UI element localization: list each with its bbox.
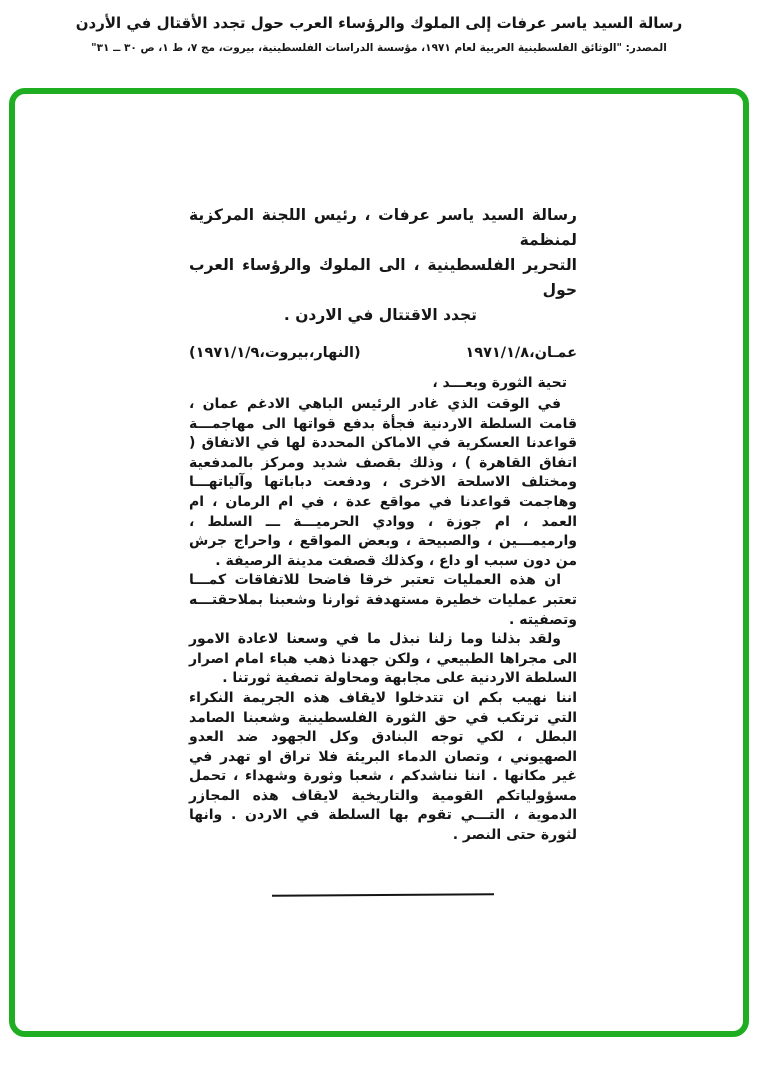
body-paragraph: في الوقت الذي غادر الرئيس الباهي الادغم عمان ، قامت السلطة الاردنية فجأة بدفع قواتها الى مهاجمـــة قواعدنا العسكرية في الاماكن المحددة لها في الاتفاق ( اتفاق القاهرة ) ، وذلك بقصف شديد ومركز بالمدفعية ومختلف الاسلحة الاخرى ، ودفعت دباباتها وآلياتهـــا وهاجمت قواعدنا في مواقع عدة ، في ام الرمان ، ام العمد ، ام جوزة ، ووادي الحرميـــة ـــ السلط ، وارميمـــين ، والصبيحة ، وبعض المواقع ، واحراج جرش من دون سبب او داع ، وكذلك قصفت مدينة الرصيفة .: [189, 396, 577, 569]
dateline-newspaper-ref: (النهار،بيروت،١٩٧١/١/٩): [189, 345, 361, 361]
dateline: [189, 345, 577, 361]
document-heading: [189, 203, 577, 328]
page-header: [0, 14, 758, 54]
document-frame: [9, 88, 749, 1037]
closing-divider-line: [272, 893, 494, 897]
document-page: [189, 203, 577, 896]
salutation: تحية الثورة وبعـــد ،: [432, 375, 567, 391]
body-paragraph: ولقد بذلنا وما زلنا نبذل ما في وسعنا لاعادة الامور الى مجراها الطبيعي ، ولكن جهدنا ذهب هباء امام اصرار السلطة الاردنية على مجابهة ومحاولة تصفية ثورتنا .: [189, 631, 577, 687]
dateline-place-date: عمـان،١٩٧١/١/٨: [465, 345, 577, 361]
page-title: رسالة السيد ياسر عرفات إلى الملوك والرؤساء العرب حول تجدد الأقتال في الأردن: [75, 14, 683, 32]
document-heading-line-3: تجدد الاقتتال في الاردن .: [283, 306, 477, 324]
body-paragraph: اننا نهيب بكم ان تتدخلوا لايقاف هذه الجريمة النكراء التي ترتكب في حق الثورة الفلسطينية وشعبنا الصامد البطل ، لكي توجه البنادق وكل الجهود ضد العدو الصهيوني ، وتصان الدماء البريئة فلا تراق او تهدر في غير مكانها . اننا نناشدكم ، شعبا وثورة وشهداء ، تحمل مسؤولياتكم القومية والتاريخية لايقاف هذه المجازر الدموية ، التـــي تقوم بها السلطة في الاردن . وانها لثورة حتى النصر .: [189, 689, 577, 844]
body-paragraph: ان هذه العمليات تعتبر خرقا فاضحا للاتفاقات كمـــا تعتبر عمليات خطيرة مستهدفة ثوارنا وشعبنا بملاحقتـــه وتصفيته .: [189, 572, 577, 628]
document-heading-line-2: التحرير الفلسطينية ، الى الملوك والرؤساء العرب حول: [189, 256, 577, 299]
source-citation: المصدر: "الوثائق الفلسطينية العربية لعام ١٩٧١، مؤسسة الدراسات الفلسطينية، بيروت، مج ٧، ط ١، ص ٣٠ ــ ٣١": [91, 42, 667, 54]
document-heading-line-1: رسالة السيد ياسر عرفات ، رئيس اللجنة المركزية لمنظمة: [189, 206, 577, 249]
